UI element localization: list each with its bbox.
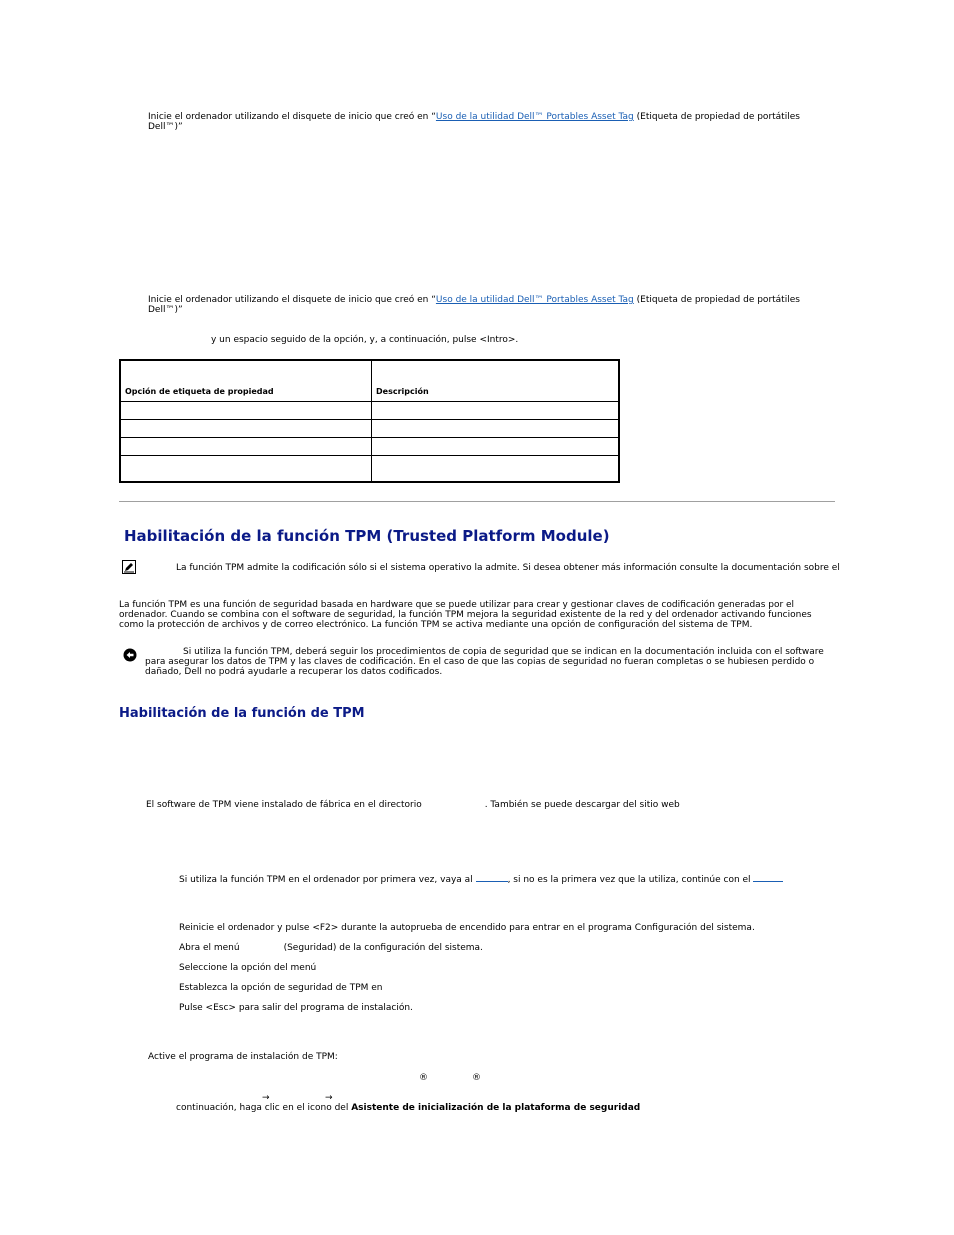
table-cell <box>120 456 372 482</box>
step-select-option: Seleccione la opción del menú <box>179 963 317 973</box>
table-cell <box>120 420 372 438</box>
step-link-2[interactable] <box>753 873 783 882</box>
wizard-name: Asistente de inicialización de la plataforma de seguridad <box>351 1103 641 1113</box>
notice-icon <box>123 648 137 665</box>
instruction-text: Inicie el ordenador utilizando el disquete de inicio que creó en “ <box>148 295 436 305</box>
arrow-right-icon: → <box>325 1093 333 1103</box>
software-text-part-1: El software de TPM viene instalado de fábrica en el directorio <box>146 800 422 810</box>
table-cell <box>372 402 620 420</box>
table-cell <box>120 438 372 456</box>
final-instruction <box>176 1103 640 1113</box>
tpm-intro-paragraph: La función TPM es una función de seguridad basada en hardware que se puede utilizar para crear y gestionar claves de codificación generadas por el ordenador. Cuando se combina con el software de seguridad, la función TPM mejora la seguridad existente de la red y del ordenador activando funciones como la protección de archivos y de correo electrónico. La función TPM se activa mediante una opción de configuración del sistema de TPM. <box>119 600 812 630</box>
pencil-note-icon <box>122 560 136 577</box>
table-cell <box>372 438 620 456</box>
activate-text: Active el programa de instalación de TPM: <box>148 1052 338 1062</box>
option-instruction: y un espacio seguido de la opción, y, a continuación, pulse <Intro>. <box>211 335 519 345</box>
column-header-option: Opción de etiqueta de propiedad <box>120 360 372 402</box>
asset-tag-options-table <box>119 359 620 483</box>
first-time-part-2: , si no es la primera vez que la utiliza, continúe con el <box>507 875 751 885</box>
step-link-1[interactable] <box>476 873 508 882</box>
section-divider <box>119 501 835 502</box>
table-row <box>120 438 619 456</box>
section-title: Habilitación de la función TPM (Trusted Platform Module) <box>124 527 610 545</box>
step-restart: Reinicie el ordenador y pulse <F2> durante la autoprueba de encendido para entrar en el programa Configuración del sistema. <box>179 923 755 933</box>
arrow-right-icon: → <box>262 1093 270 1103</box>
table-cell <box>372 420 620 438</box>
software-location-text <box>146 800 680 810</box>
subsection-title: Habilitación de la función de TPM <box>119 706 365 721</box>
registered-mark: ® <box>419 1073 428 1083</box>
step-open-menu-part-1: Abra el menú <box>179 943 240 953</box>
notice-text: Si utiliza la función TPM, deberá seguir los procedimientos de copia de seguridad que se indican en la documentación incluida con el software para asegurar los datos de TPM y las claves de codificación. En el caso de que las copias de seguridad no fueran completas o se hubiesen perdido o dañado, Dell no podrá ayudarle a recuperar los datos codificados. <box>145 647 824 677</box>
step-exit: Pulse <Esc> para salir del programa de instalación. <box>179 1003 413 1013</box>
first-time-text <box>179 873 783 885</box>
table-row <box>120 420 619 438</box>
first-time-part-1: Si utiliza la función TPM en el ordenador por primera vez, vaya al <box>179 875 473 885</box>
instruction-text: Inicie el ordenador utilizando el disquete de inicio que creó en “ <box>148 112 436 122</box>
asset-tag-link[interactable]: Uso de la utilidad Dell™ Portables Asset Tag <box>435 295 634 305</box>
table-row <box>120 402 619 420</box>
boot-disk-instruction-2 <box>148 295 808 315</box>
column-header-description: Descripción <box>372 360 620 402</box>
table-row <box>120 456 619 482</box>
registered-mark: ® <box>472 1073 481 1083</box>
final-text-part-1: continuación, haga clic en el icono del <box>176 1103 352 1113</box>
table-header-row <box>120 360 619 402</box>
note-text: La función TPM admite la codificación sólo si el sistema operativo la admite. Si desea obtener más información consulte la documentación sobre el <box>176 563 840 573</box>
boot-disk-instruction-1 <box>148 112 808 132</box>
software-text-part-2: . También se puede descargar del sitio web <box>484 800 680 810</box>
table-cell <box>372 456 620 482</box>
step-set-security: Establezca la opción de seguridad de TPM en <box>179 983 383 993</box>
instruction-text-end: (Etiqueta de propiedad de portátiles Dell™)” <box>148 112 800 132</box>
asset-tag-link[interactable]: Uso de la utilidad Dell™ Portables Asset Tag <box>435 112 634 122</box>
step-open-menu-part-2: (Seguridad) de la configuración del sistema. <box>283 943 483 953</box>
instruction-text-end: (Etiqueta de propiedad de portátiles Dell™)” <box>148 295 800 315</box>
step-open-menu <box>179 943 483 953</box>
table-cell <box>120 402 372 420</box>
